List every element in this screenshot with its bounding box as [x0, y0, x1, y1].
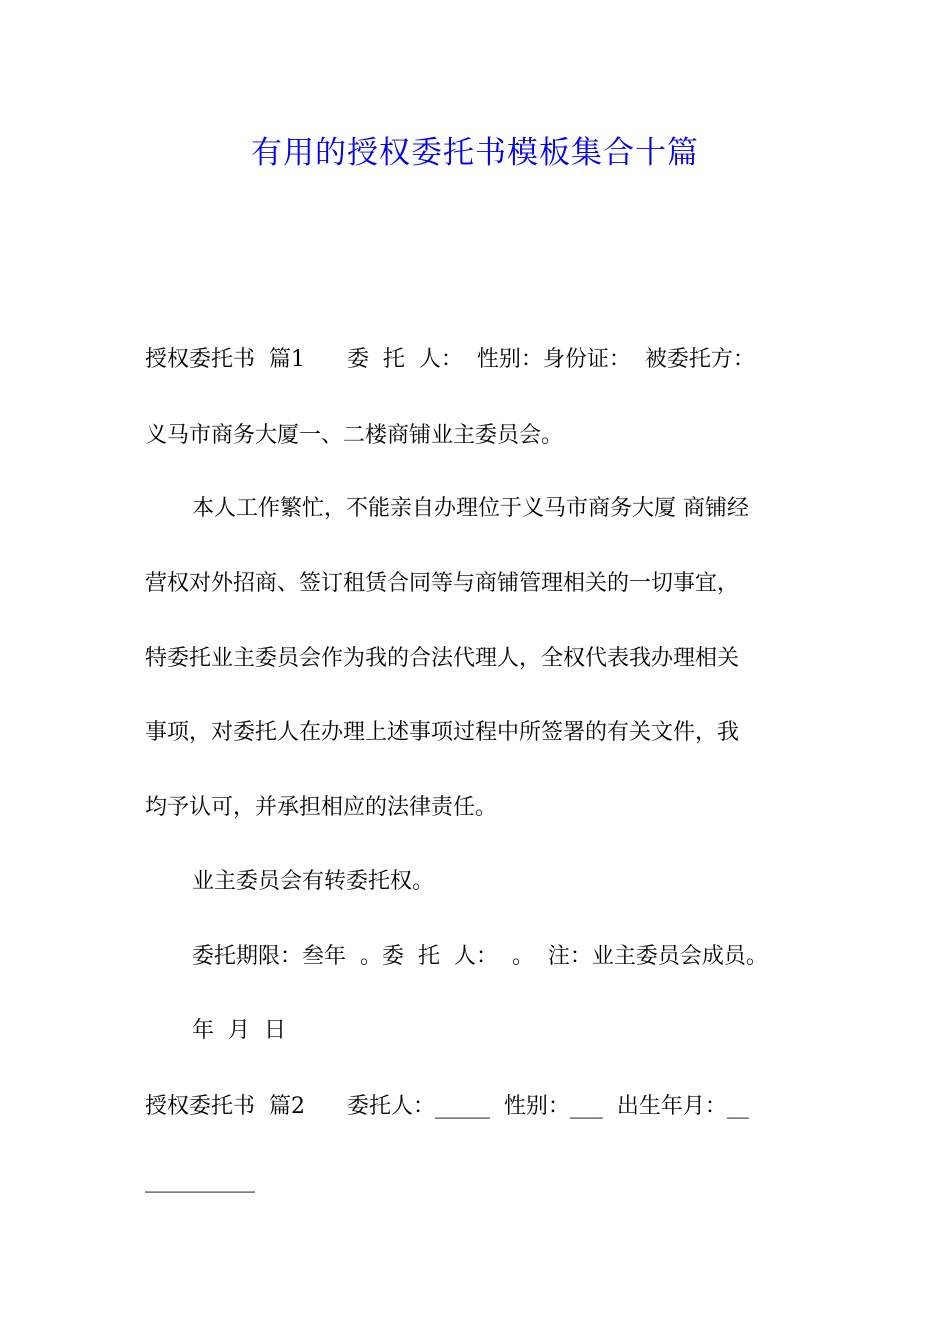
text-line: 义马市商务大厦一、二楼商铺业主委员会。 [145, 423, 564, 448]
text-line: 年 月 日 [192, 1018, 286, 1043]
text-line: 授权委托书 篇1 委 托 人： 性别：身份证： 被委托方： [145, 347, 755, 372]
text-line: 营权对外招商、签订租赁合同等与商铺管理相关的一切事宜， [145, 571, 740, 596]
text-line: __________ [145, 1168, 255, 1193]
text-line: 特委托业主委员会作为我的合法代理人，全权代表我办理相关 [145, 646, 740, 671]
page-title: 有用的授权委托书模板集合十篇 [251, 135, 699, 171]
text-line: 业主委员会有转委托权。 [192, 869, 435, 894]
text-line: 授权委托书 篇2 委托人：_____ 性别：___ 出生年月：__ [145, 1094, 749, 1119]
text-line: 均予认可，并承担相应的法律责任。 [145, 795, 498, 820]
text-line: 本人工作繁忙，不能亲自办理位于义马市商务大厦 商铺经 [192, 496, 749, 521]
text-line: 委托期限：叁年 。委 托 人： 。 注：业主委员会成员。 [192, 944, 768, 969]
text-line: 事项，对委托人在办理上述事项过程中所签署的有关文件，我 [145, 720, 740, 745]
